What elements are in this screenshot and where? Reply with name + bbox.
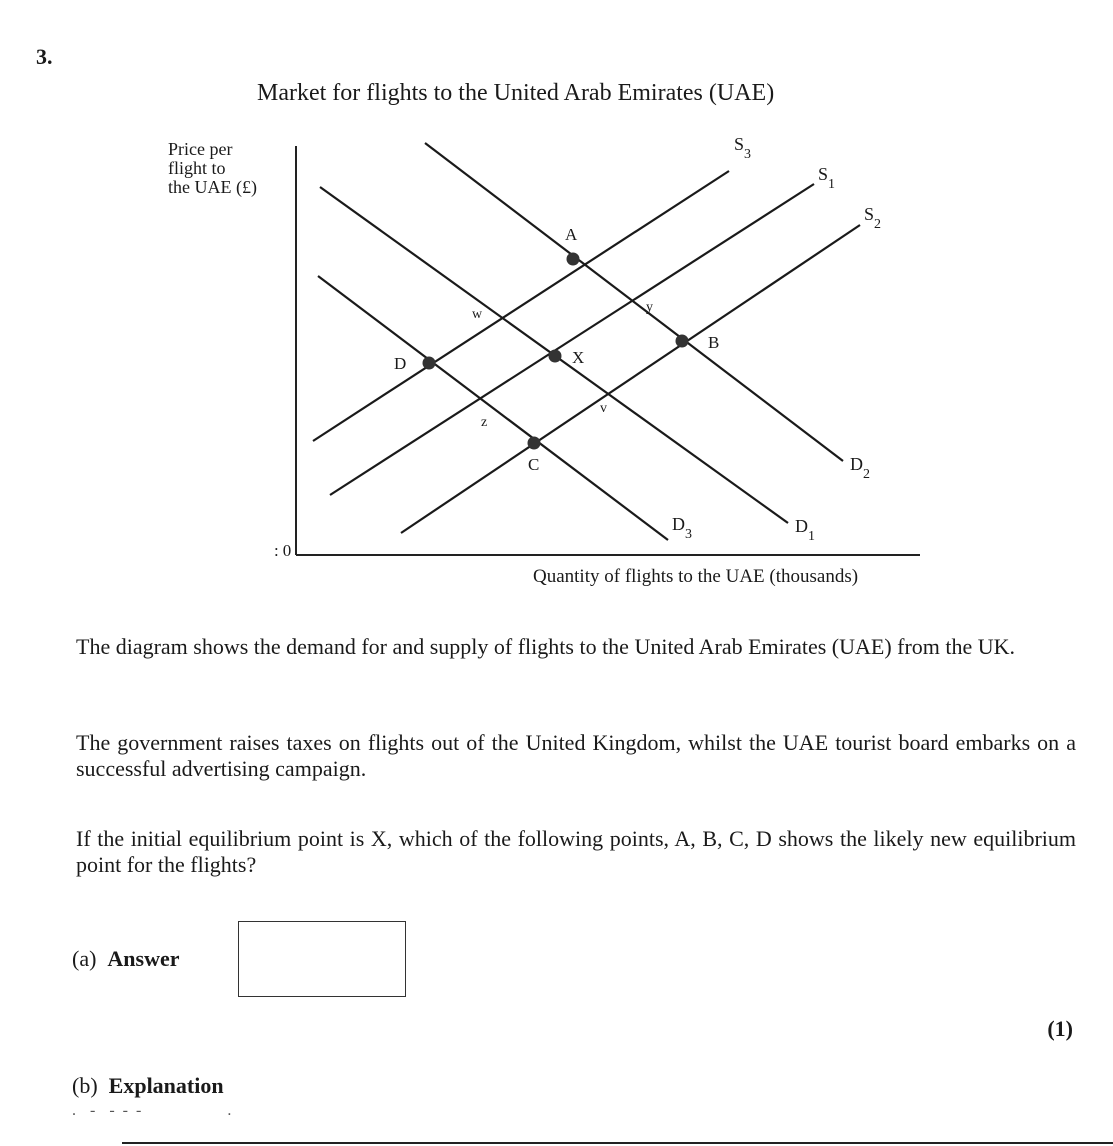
chart-title: Market for flights to the United Arab Emirates (UAE) <box>257 80 775 106</box>
x-axis-label: Quantity of flights to the UAE (thousands) <box>533 566 859 587</box>
paragraph-2: The government raises taxes on flights out of the United Kingdom, whilst the UAE tourist board embarks on a successful advertising campaign. <box>76 730 1076 781</box>
point-label-d: D <box>394 354 407 373</box>
equilibrium-point-d <box>423 357 436 370</box>
equilibrium-point-c <box>528 437 541 450</box>
answer-box[interactable] <box>238 921 406 997</box>
point-label-a: A <box>565 225 578 244</box>
curve-label-d2: $D_2$ <box>850 454 870 482</box>
curve-label-s2: $S_2$ <box>864 204 882 232</box>
point-label-x: X <box>572 348 585 367</box>
point-label-b: B <box>708 333 720 352</box>
curve-s3 <box>313 171 729 441</box>
curve-label-d3: $D_3$ <box>672 514 692 542</box>
question-number: 3. <box>36 44 53 69</box>
curve-label-d1: $D_1$ <box>795 516 815 544</box>
origin-label: :0 <box>274 541 292 560</box>
writing-guide-dots: . - - - - . <box>72 1102 234 1119</box>
curve-s2 <box>401 225 860 533</box>
answer-line <box>122 1142 1113 1144</box>
y-axis-label: Price per flight to the UAE (£) <box>168 139 257 197</box>
answer-label: (a) Answer <box>72 946 180 971</box>
explanation-label: (b) Explanation <box>72 1073 224 1098</box>
intersection-label-v: v <box>600 401 607 416</box>
intersection-label-z: z <box>481 415 488 430</box>
point-label-c: C <box>528 455 540 474</box>
equilibrium-point-b <box>676 335 689 348</box>
curve-label-s1: $S_1$ <box>818 164 836 192</box>
paragraph-3: If the initial equilibrium point is X, which of the following points, A, B, C, D shows the likely new equilibrium point for the flights? <box>76 826 1076 877</box>
intersection-label-w: w <box>472 307 483 322</box>
curve-d3 <box>318 276 668 540</box>
equilibrium-point-x <box>549 350 562 363</box>
paragraph-1: The diagram shows the demand for and supply of flights to the United Arab Emirates (UAE) from the UK. <box>76 634 1016 659</box>
equilibrium-point-a <box>567 253 580 266</box>
curve-label-s3: $S_3$ <box>734 134 752 162</box>
intersection-label-y: y <box>646 300 653 315</box>
marks: (1) <box>1047 1016 1073 1041</box>
